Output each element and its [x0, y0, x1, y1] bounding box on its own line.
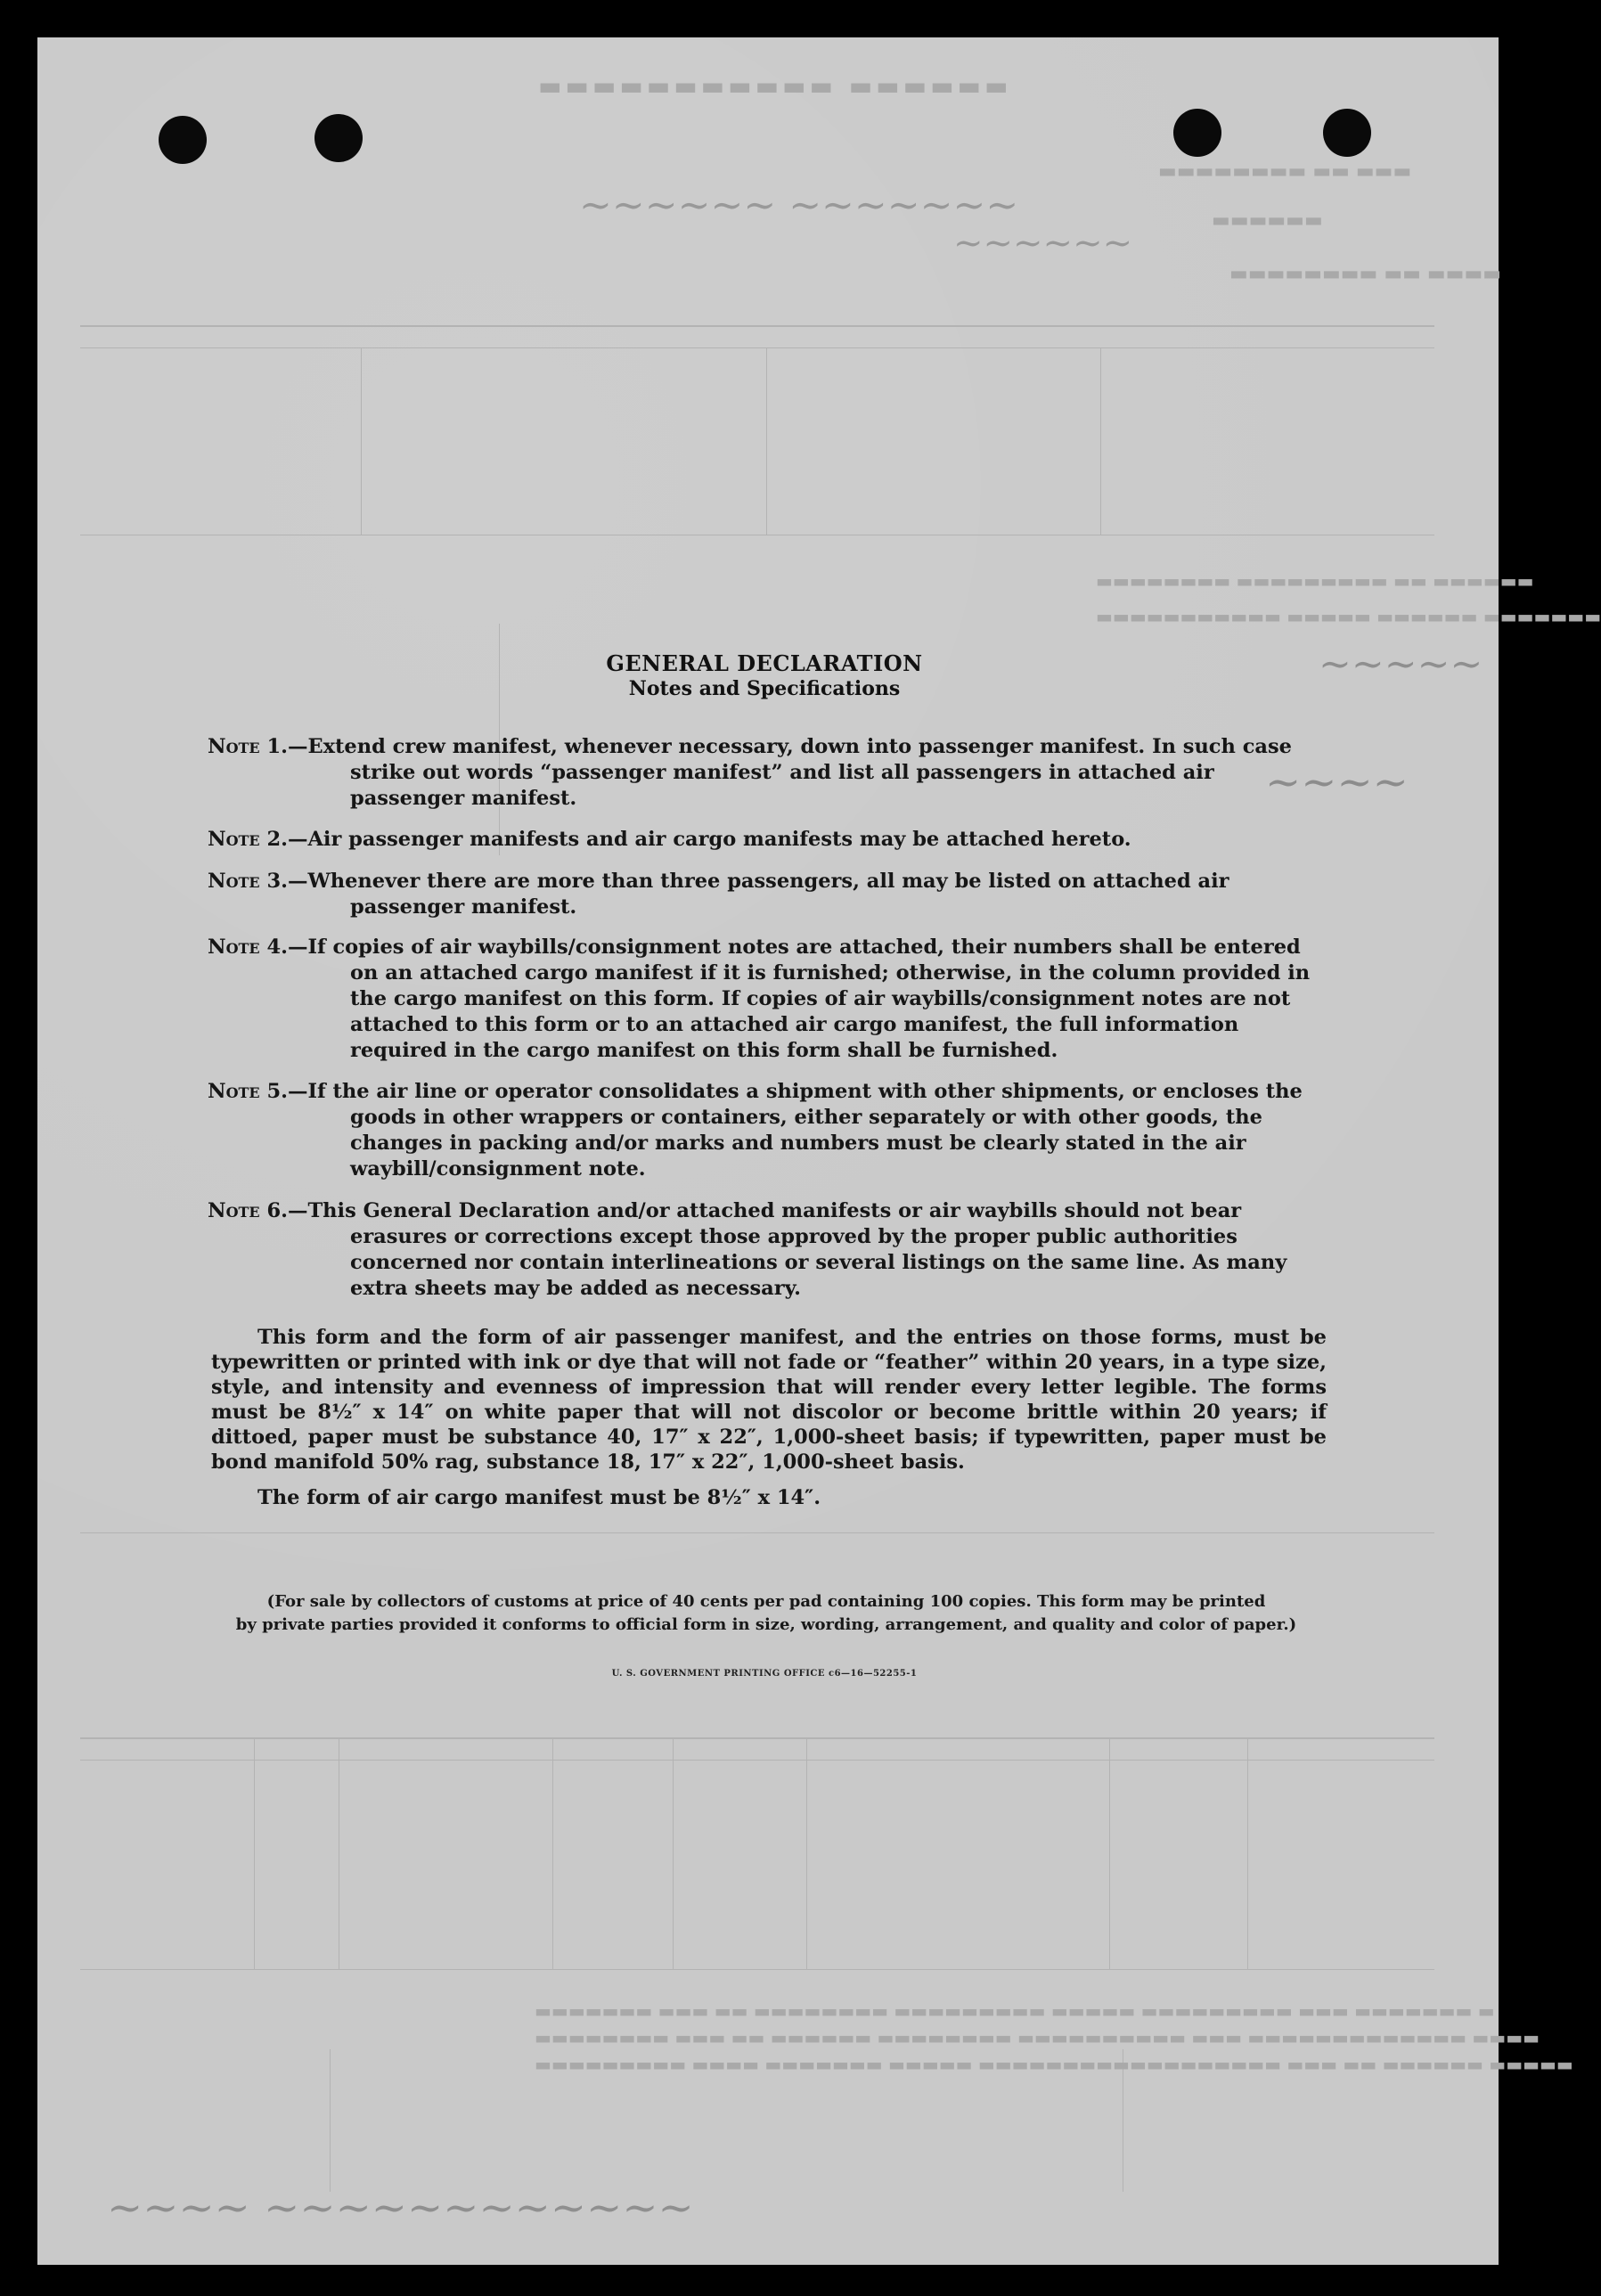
note-text: —Extend crew manifest, whenever necessary, down into passenger manifest. In such case strike out words “passenger manifest” and list all passengers in attached air passenger manifest.: [287, 735, 1292, 810]
cargo-size-line: [257, 1485, 1373, 1510]
note-text: —Air passenger manifests and air cargo manifests may be attached hereto.: [287, 828, 1131, 851]
note-4: [208, 935, 1327, 1064]
sale-notice-line-1: (For sale by collectors of customs at price of 40 cents per pad containing 100 copies. This form may be printed: [266, 1592, 1266, 1611]
note-2: [208, 827, 1327, 853]
punch-hole-right-1: [1173, 109, 1221, 157]
punch-hole-left-1: [159, 116, 207, 164]
punch-hole-left-2: [314, 114, 363, 162]
note-text: —If copies of air waybills/consignment notes are attached, their numbers shall be entered on an attached cargo manifest if it is furnished; otherwise, in the column provided in the cargo manifest on this form. If copies of air waybills/consignment notes are not attached to this form or to an attached air cargo manifest, the full information required in the cargo manifest on this form shall be furnished.: [287, 936, 1311, 1062]
note-5: [208, 1079, 1327, 1182]
note-3: [208, 869, 1327, 920]
note-1: [208, 734, 1327, 812]
page-title: GENERAL DECLARATION: [606, 650, 923, 676]
printer-imprint: U. S. GOVERNMENT PRINTING OFFICE c6—16—52255-1: [611, 1669, 918, 1679]
punch-hole-right-2: [1323, 109, 1371, 157]
page-subtitle: Notes and Specifications: [628, 677, 901, 700]
sale-notice-line-2: by private parties provided it conforms to official form in size, wording, arrangement, and quality and color of paper.): [235, 1615, 1297, 1634]
note-text: —If the air line or operator consolidates a shipment with other shipments, or encloses the goods in other wrappers or containers, either separately or with other goods, the changes in packing and/or marks and numbers must be clearly stated in the air waybill/consignment note.: [287, 1080, 1303, 1181]
note-text: —Whenever there are more than three passengers, all may be listed on attached air passenger manifest.: [287, 870, 1229, 919]
form-specification-text: This form and the form of air passenger manifest, and the entries on those forms, must be typewritten or printed with ink or dye that will not fade or “feather” within 20 years, in a type size, style, and intensity and evenness of impression that will render every letter legible. The forms must be 8½″ x 14″ on white paper that will not discolor or become brittle within 20 years; if dittoed, paper must be substance 40, 17″ x 22″, 1,000-sheet basis; if typewritten, paper must be bond manifold 50% rag, substance 18, 17″ x 22″, 1,000-sheet basis.: [211, 1326, 1327, 1474]
note-label: Note 2.: [208, 828, 288, 851]
note-label: Note 6.: [208, 1199, 288, 1222]
note-label: Note 5.: [208, 1080, 288, 1103]
note-label: Note 4.: [208, 936, 288, 959]
note-label: Note 3.: [208, 870, 288, 893]
note-text: —This General Declaration and/or attached manifests or air waybills should not bear erasures or corrections except those approved by the proper public authorities concerned nor contain interlineations or several listings on the same line. As many extra sheets may be added as necessary.: [287, 1199, 1287, 1300]
form-specification-paragraph: [211, 1325, 1327, 1475]
cargo-size-text: The form of air cargo manifest must be 8½″ x 14″.: [257, 1486, 821, 1509]
note-label: Note 1.: [208, 735, 288, 758]
note-6: [208, 1198, 1327, 1302]
